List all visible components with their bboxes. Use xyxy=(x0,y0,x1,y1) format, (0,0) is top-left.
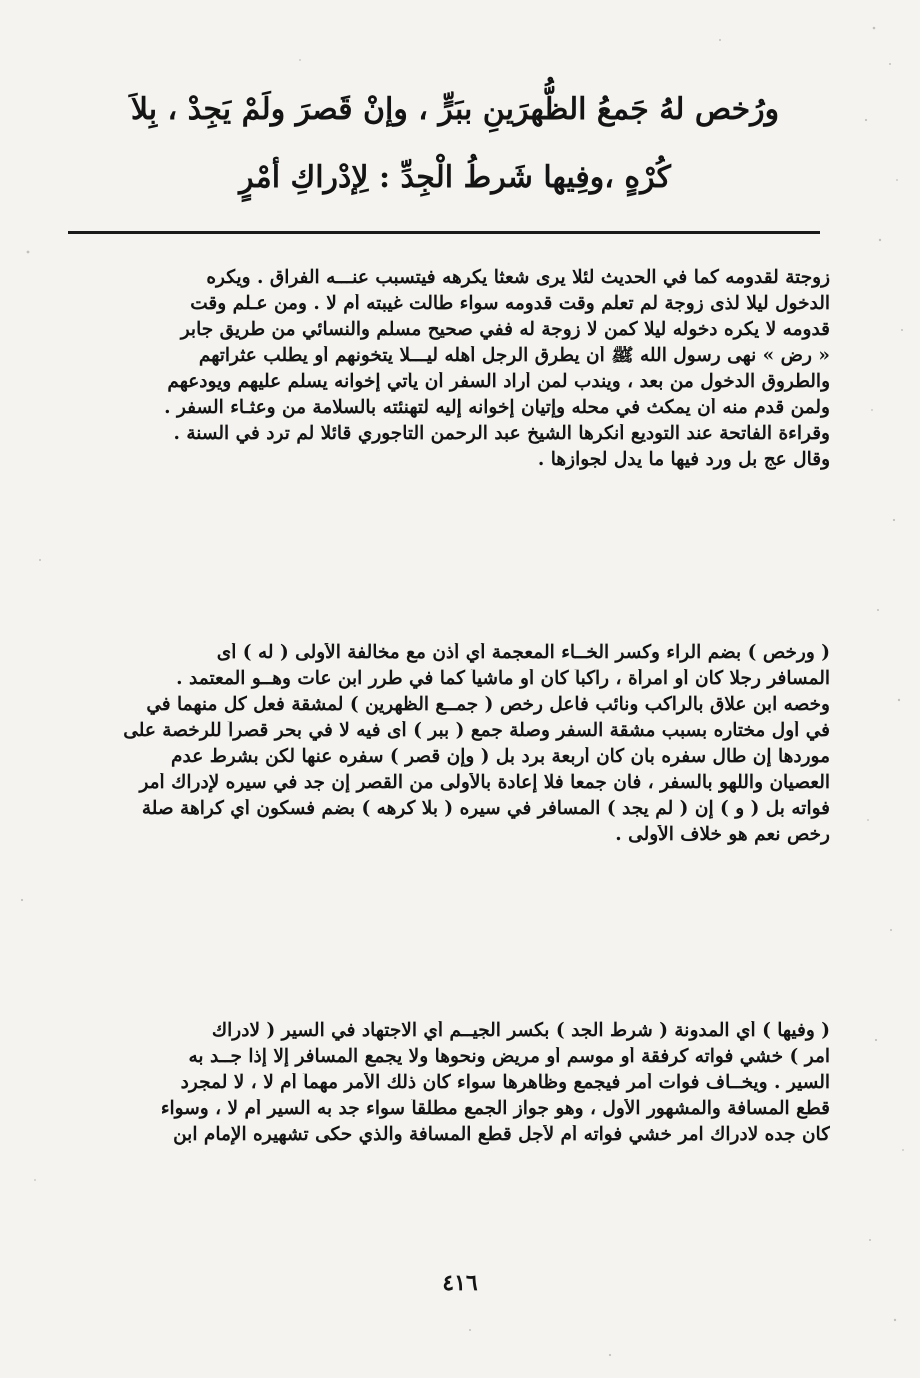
verse-line-2: كُرْهٍ ،وفِيها شَرطُ الْجِدِّ : لِإدْراكِ أمْرٍ xyxy=(239,160,671,195)
text-line: رخص نعم هو خلاف الأولى . xyxy=(615,825,830,845)
text-line: موردها إن طال سفره بأن كان أربعة برد بل ( وإن قصر ) سفره عنها لكن بشرط عدم xyxy=(171,747,830,767)
paragraph-commentary-1 xyxy=(70,268,830,476)
text-line: فواته بل ( و ) إن ( لم يجد ) المسافر في سيره ( بلا كرهه ) بضم فسكون أي كراهة صلة xyxy=(141,799,830,819)
text-line: الدخول ليلا لذى زوجة لم تعلم وقت قدومه سواء طالت غيبته أم لا . ومن عـلم وقت xyxy=(190,294,830,314)
text-line: المسافر رجلا كان أو امرأة ، راكباً كان أو ماشياً كما في طرر ابن عات وهــو المعتمد . xyxy=(176,669,830,689)
text-line: العصيان واللهو بالسفر ، فان جمعا فلا إعادة بالأولى من القصر إن جد في سيره لإدراك أمر xyxy=(139,773,830,793)
text-line: والطروق الدخول من بعد ، ويندب لمن أراد السفر أن يأتي إخوانه يسلم عليهم ويودعهم xyxy=(167,372,830,392)
text-line: ( ورخص ) بضم الراء وكسر الخــاء المعجمة أي أذن مع مخالفة الأولى ( له ) أى xyxy=(216,643,830,663)
text-line: كان جده لادراك امر خشي فواته أم لأجل قطع المسافة والذي حكى تشهيره الإمام ابن xyxy=(173,1125,830,1145)
text-line: قطع المسافة والمشهور الأول ، وهو جواز الجمع مطلقاً سواء جد به السير أم لا ، وسواء xyxy=(160,1099,830,1119)
text-line: وقال عج بل ورد فيها ما يدل لجوازها . xyxy=(537,450,830,470)
text-line: امر ) خشي فواته كرفقة أو موسم أو مريض ونحوها ولا يجمع المسافر إلا إذا جــد به xyxy=(188,1047,830,1067)
text-line: وخصه ابن علاق بالراكب ونائب فاعل رخص ( جمــع الظهرين ) لمشقة فعل كل منهما في xyxy=(146,695,830,715)
header-divider xyxy=(68,231,820,234)
text-line: ( وفيها ) أي المدونة ( شرط الجد ) بكسر الجيــم أي الاجتهاد في السير ( لادراك xyxy=(211,1021,830,1041)
verse-line-1: ورُخص لهُ جَمعُ الظُّهرَينِ ببَرٍّ ، وإنْ قَصرَ ولَمْ يَجِدْ ، بِلاَ xyxy=(130,92,780,127)
text-line: ولمن قدم منه أن يمكث في محله وإتيان إخوانه إليه لتهنئته بالسلامة من وعثـاء السفر . xyxy=(164,398,830,418)
text-line: زوجتة لقدومه كما في الحديث لئلا يرى شعثا يكرهه فيتسبب عنـــه الفراق . ويكره xyxy=(206,268,830,288)
text-line: وقراءة الفاتحة عند التوديع أنكرها الشيخ عبد الرحمن التاجوري قائلا لم ترد في السنة . xyxy=(173,424,830,444)
text-line: في أول مختاره بسبب مشقة السفر وصلة جمع ( ببر ) أى فيه لا في بحر قصراً للرخصة على xyxy=(123,721,830,741)
text-line: قدومه لا يكره دخوله ليلا كمن لا زوجة له ففي صحيح مسلم والنسائي من طريق جابر xyxy=(180,320,830,340)
text-line: « رض » نهى رسول الله ﷺ أن يطرق الرجل أهله ليـــلا يتخونهم أو يطلب عثراتهم xyxy=(198,346,830,366)
paragraph-commentary-3 xyxy=(70,1021,830,1151)
text-line: السير . ويخــاف فوات أمر فيجمع وظاهرها سواء كان ذلك الأمر مهماً أم لا ، لا لمجرد xyxy=(180,1073,830,1093)
page-number: ٤١٦ xyxy=(442,1270,478,1296)
paragraph-commentary-2 xyxy=(70,643,830,851)
